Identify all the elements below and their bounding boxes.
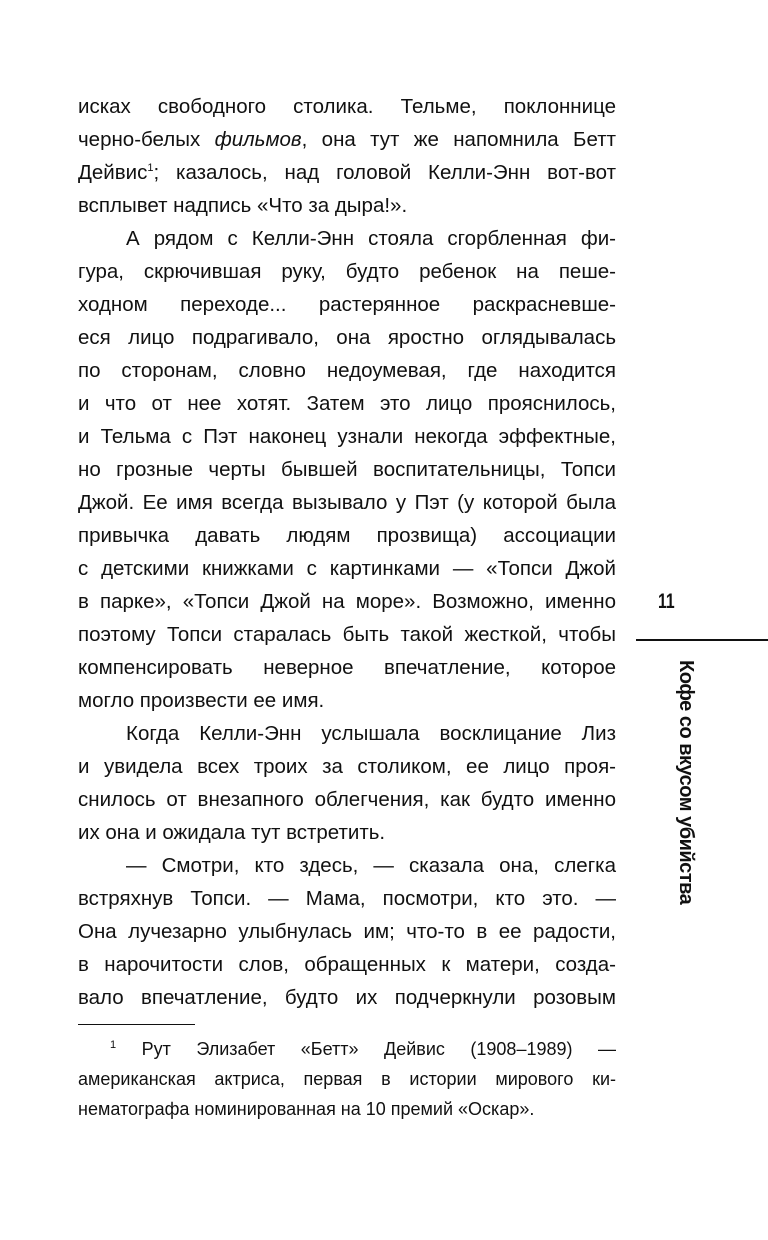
footnote-reference[interactable]: 1 [147,162,154,175]
footnote-line [78,1034,616,1064]
main-text [78,90,616,1014]
text-line: компенсировать неверное впечатление, которое [78,656,616,679]
text-line: исках свободного столика. Тельме, поклоннице [78,95,616,118]
text-line: ходном переходе... растерянное раскрасневше- [78,293,616,316]
footnote-marker: 1 [110,1039,117,1051]
text-span: Дейвис [78,161,148,184]
text-line: вало впечатление, будто их подчеркнули розовым [78,986,616,1009]
text-line: могло произвести ее имя. [78,689,325,712]
page-number: 11 [658,590,675,613]
text-line: в парке», «Топси Джой на море». Возможно, именно [78,590,616,613]
text-line: и увидела всех троих за столиком, ее лицо проя- [78,755,616,778]
text-line: А рядом с Келли-Энн стояла сгорбленная фи- [126,227,616,250]
footnote-text: Рут Элизабет «Бетт» Дейвис (1908–1989) — [141,1039,616,1059]
running-title: Кофе со вкусом убийства [675,660,697,905]
text-line: в нарочитости слов, обращенных к матери, созда- [78,953,616,976]
footnote-line: нематографа номинированная на 10 премий «Оскар». [78,1099,535,1119]
text-line [78,156,616,189]
footnote-divider [78,1024,195,1025]
text-line: еся лицо подрагивало, она яростно оглядывалась [78,326,616,349]
text-line: всплывет надпись «Что за дыра!». [78,194,408,217]
text-span: ; казалось, над головой Келли-Энн вот-вот [153,161,616,184]
text-line: и Тельма с Пэт наконец узнали некогда эффектные, [78,425,616,448]
text-line: привычка давать людям прозвища) ассоциации [78,524,616,547]
italic-word: фильмов [214,128,302,151]
text-line: и что от нее хотят. Затем это лицо прояснилось, [78,392,616,415]
text-line: Джой. Ее имя всегда вызывало у Пэт (у которой была [78,491,616,514]
footnote-line: американская актриса, первая в истории мирового ки- [78,1069,616,1089]
text-line: Когда Келли-Энн услышала восклицание Лиз [126,722,616,745]
text-line: но грозные черты бывшей воспитательницы, Топси [78,458,616,481]
text-span: черно-белых [78,128,215,151]
text-line: по сторонам, словно недоумевая, где находится [78,359,616,382]
text-line: снилось от внезапного облегчения, как будто именно [78,788,616,811]
text-line: их она и ожидала тут встретить. [78,821,386,844]
text-line: Она лучезарно улыбнулась им; что-то в ее радости, [78,920,616,943]
text-line [78,123,616,156]
text-line: встряхнув Топси. — Мама, посмотри, кто это. — [78,887,616,910]
text-line: с детскими книжками с картинками — «Топси Джой [78,557,616,580]
text-line: поэтому Топси старалась быть такой жесткой, чтобы [78,623,616,646]
text-line: — Смотри, кто здесь, — сказала она, слегка [126,854,616,877]
margin-rule [636,639,768,641]
text-span: , она тут же напомнила Бетт [301,128,617,151]
text-line: гура, скрючившая руку, будто ребенок на пеше- [78,260,616,283]
footnote-block [78,1034,616,1124]
